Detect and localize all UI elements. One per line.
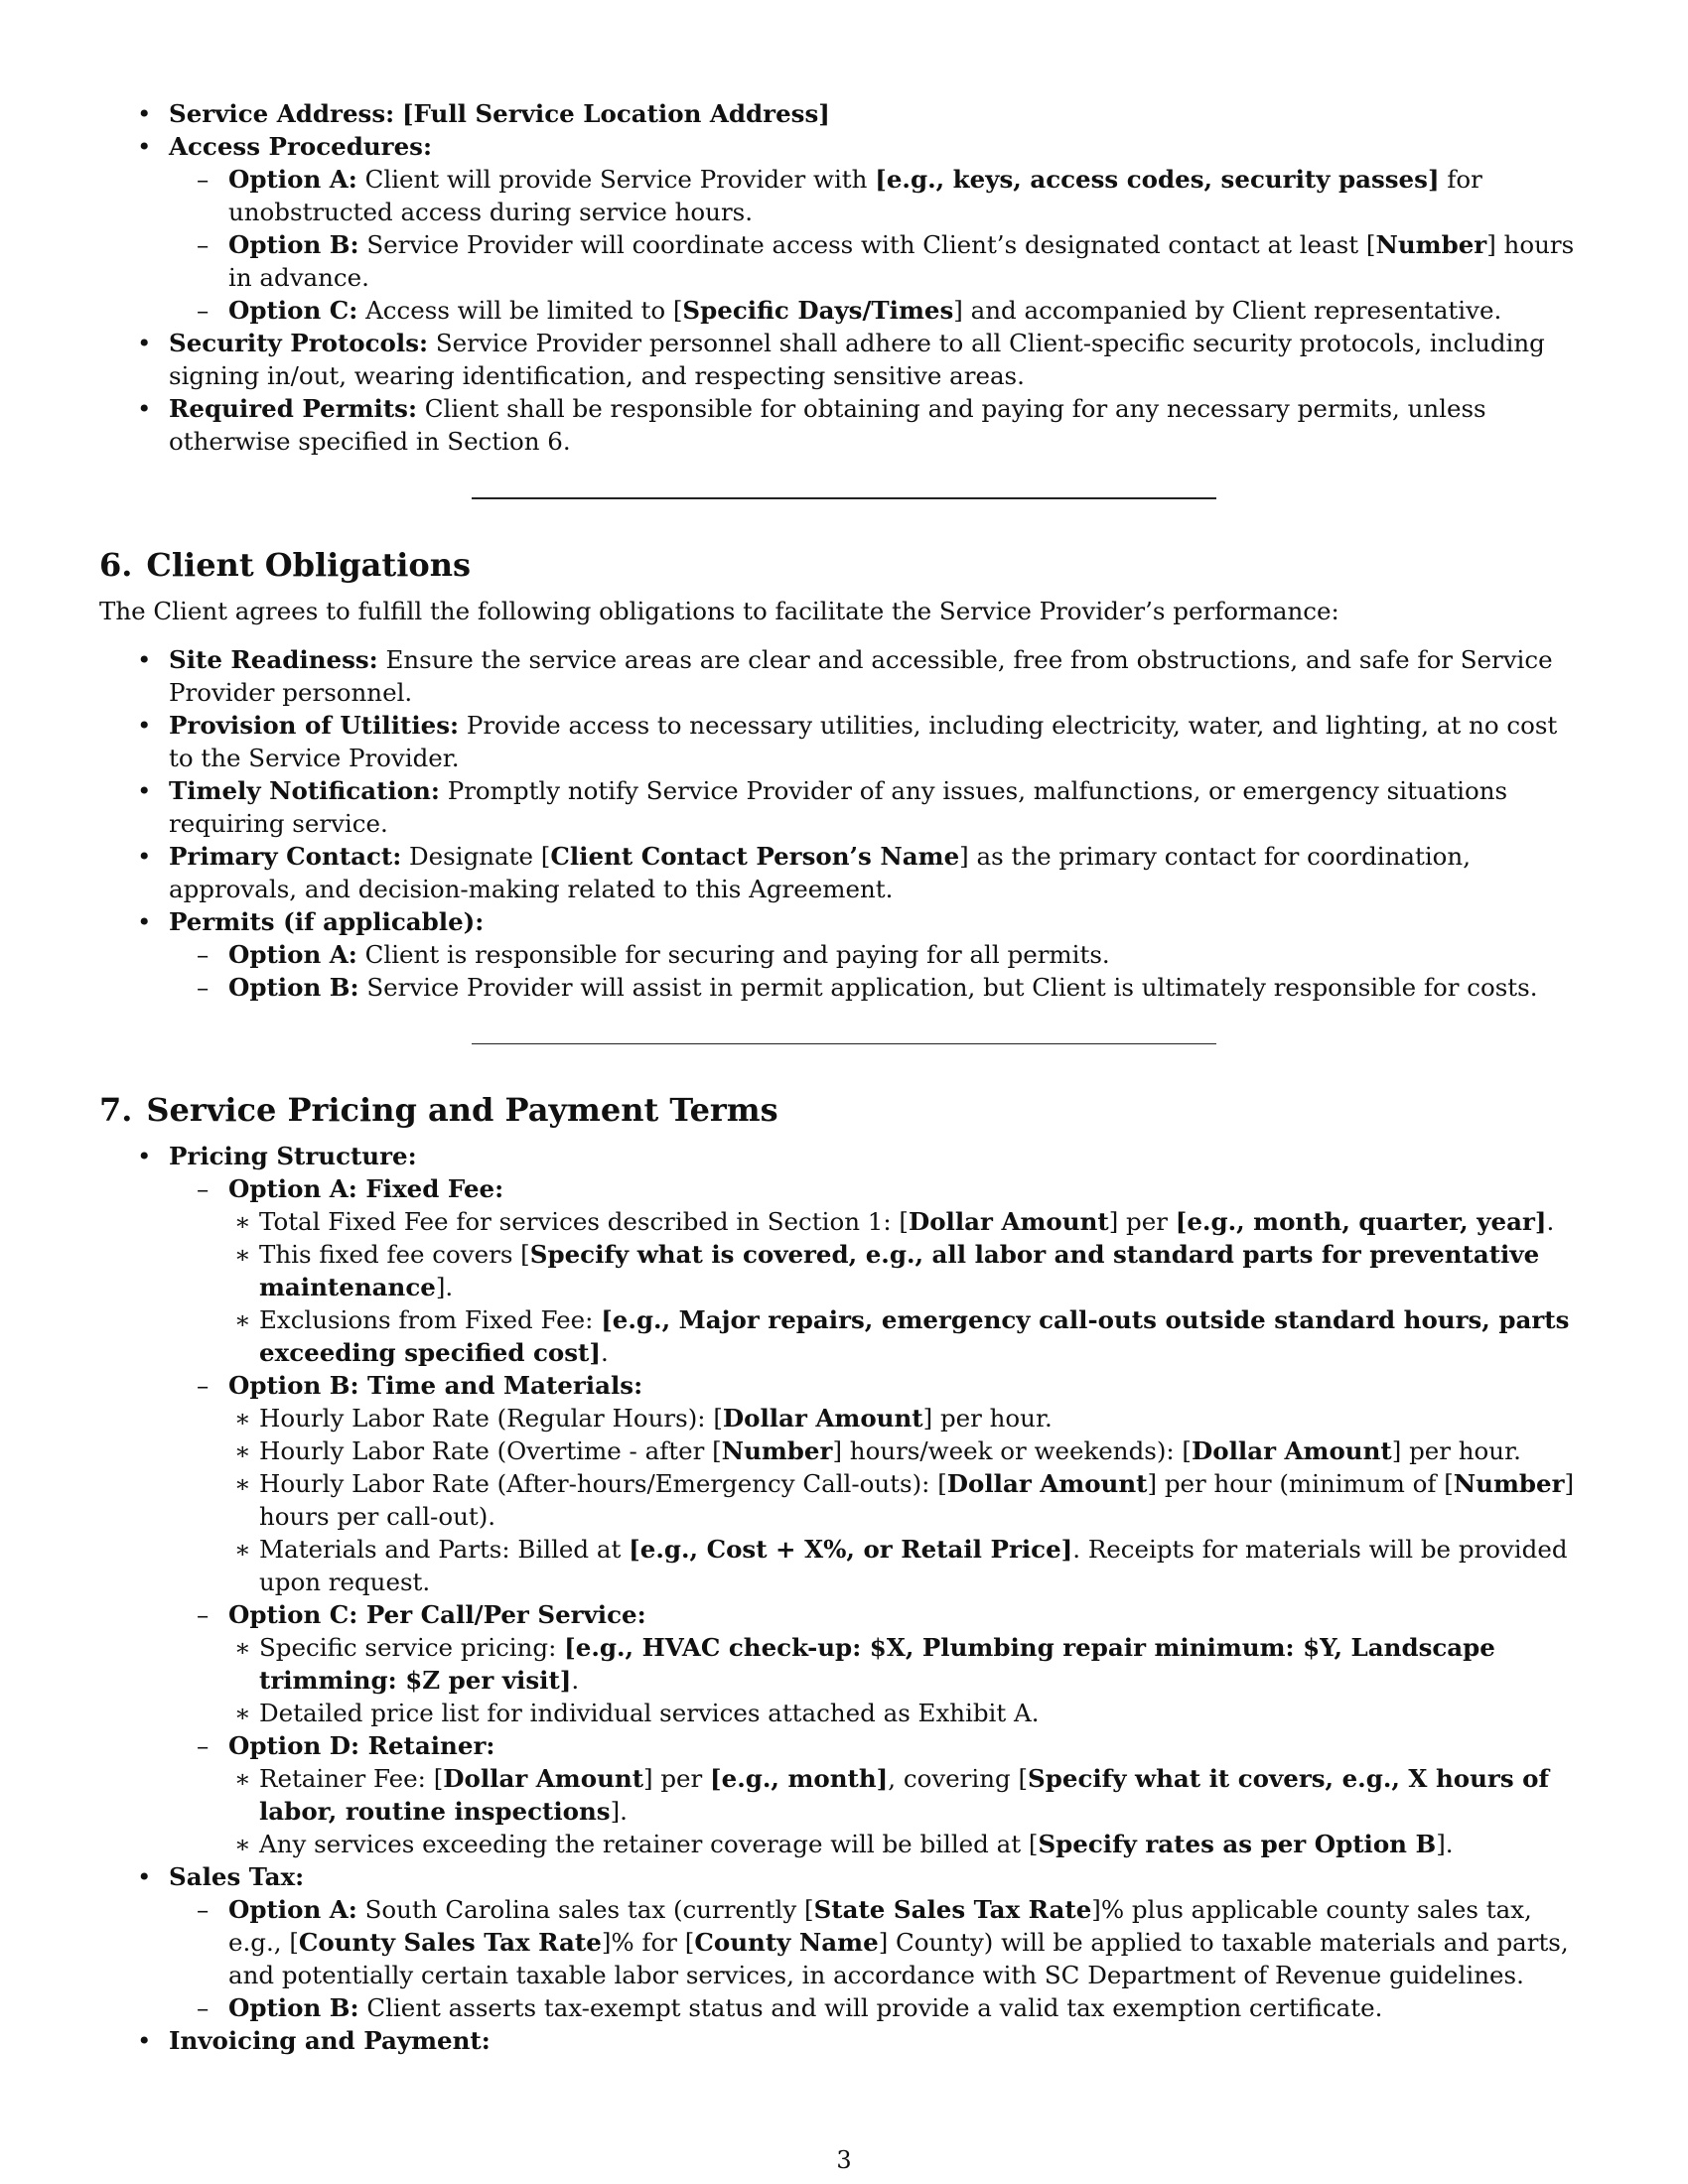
label-security-protocols: Security Protocols: (169, 329, 429, 357)
label-utilities: Provision of Utilities: (169, 711, 460, 740)
text: Service Provider will assist in permit application, but Client is ultimately responsible for costs. (358, 973, 1538, 1002)
text: Retainer Fee: [ (259, 1764, 444, 1793)
placeholder: Dollar Amount (1192, 1436, 1392, 1465)
label-service-address: Service Address: (169, 99, 395, 128)
placeholder: Specify rates as per Option B (1038, 1830, 1437, 1858)
list-item (228, 1434, 1589, 1467)
list-item (99, 1860, 1589, 2024)
text: Specific service pricing: (259, 1633, 565, 1662)
placeholder: [e.g., Major repairs, emergency call-outs outside standard hours, parts exceeding specified cost] (259, 1305, 1570, 1367)
option-label: Option D: Retainer: (228, 1731, 495, 1760)
access-options-list (169, 163, 1589, 327)
option-c-items (228, 1631, 1589, 1729)
text: Ensure the service areas are clear and accessible, free from obstructions, and safe for Service Provider personnel. (169, 645, 1553, 707)
text: ]. (610, 1797, 628, 1826)
text: Promptly notify Service Provider of any issues, malfunctions, or emergency situations requiring service. (169, 776, 1508, 838)
client-obligations-list (99, 643, 1589, 1004)
list-item (169, 1598, 1589, 1729)
permit-options-list (169, 938, 1589, 1004)
text: Client will provide Service Provider with (356, 165, 876, 194)
text: . (571, 1666, 580, 1695)
list-item (169, 1369, 1589, 1598)
list-item (228, 1238, 1589, 1303)
list-item (169, 1893, 1589, 1991)
placeholder: State Sales Tax Rate (813, 1895, 1092, 1924)
list-item (99, 97, 1589, 130)
list-item (99, 709, 1589, 774)
label-access-procedures: Access Procedures: (169, 132, 433, 161)
option-label: Option B: (228, 973, 359, 1002)
placeholder: Number (1453, 1469, 1565, 1498)
placeholder: [e.g., month] (710, 1764, 889, 1793)
placeholder: Number (721, 1436, 833, 1465)
pricing-options-list (169, 1172, 1589, 1860)
placeholder: [e.g., month, quarter, year] (1175, 1207, 1547, 1236)
list-item (99, 643, 1589, 709)
text: Materials and Parts: Billed at (259, 1535, 630, 1564)
service-address-value: [Full Service Location Address] (401, 99, 830, 128)
list-item (228, 1828, 1589, 1860)
list-item (169, 938, 1589, 971)
section-number: 7. (99, 1091, 133, 1129)
document-page (99, 97, 1589, 2057)
text: Any services exceeding the retainer coverage will be billed at [ (259, 1830, 1039, 1858)
placeholder: Dollar Amount (908, 1207, 1109, 1236)
text: Client asserts tax-exempt status and will provide a valid tax exemption certificate. (358, 1993, 1383, 2022)
list-item (228, 1533, 1589, 1598)
option-label: Option A: (228, 165, 357, 194)
text: Client shall be responsible for obtaining and paying for any necessary permits, unless otherwise specified in Section 6. (169, 394, 1486, 456)
label-invoicing: Invoicing and Payment: (169, 2026, 491, 2055)
list-item (169, 1172, 1589, 1369)
option-label: Option C: (228, 296, 358, 325)
placeholder: County Sales Tax Rate (298, 1928, 602, 1957)
text: ] County) will be applied to taxable materials and parts, and potentially certain taxable labor services, in accordance with SC Department of Revenue guidelines. (228, 1928, 1569, 1989)
text: ] per hour. (1391, 1436, 1521, 1465)
section-divider (472, 1043, 1216, 1044)
placeholder: [e.g., HVAC check-up: $X, Plumbing repair minimum: $Y, Landscape trimming: $Z per visit] (259, 1633, 1495, 1695)
text: Access will be limited to [ (357, 296, 683, 325)
text: ] per (1108, 1207, 1176, 1236)
text: This fixed fee covers [ (259, 1240, 530, 1269)
option-b-items (228, 1402, 1589, 1598)
text: Detailed price list for individual services attached as Exhibit A. (259, 1699, 1040, 1727)
placeholder: Specify what it covers, e.g., X hours of labor, routine inspections (259, 1764, 1550, 1826)
label-permits: Permits (if applicable): (169, 907, 485, 936)
text: ] per (643, 1764, 711, 1793)
option-label: Option C: Per Call/Per Service: (228, 1600, 646, 1629)
list-item (99, 2024, 1589, 2057)
option-label: Option B: (228, 1993, 359, 2022)
section-heading-7 (99, 1090, 1589, 1130)
list-item (99, 1140, 1589, 1860)
placeholder: Dollar Amount (443, 1764, 644, 1793)
list-item (99, 774, 1589, 840)
list-item (228, 1697, 1589, 1729)
text: , covering [ (888, 1764, 1029, 1793)
text: Designate [ (401, 842, 551, 871)
text: Client is responsible for securing and paying for all permits. (356, 940, 1110, 969)
text: ]% for [ (601, 1928, 695, 1957)
text: ] hours per call-out). (259, 1469, 1575, 1531)
list-item (228, 1205, 1589, 1238)
placeholder: Number (1375, 230, 1487, 259)
list-item (99, 840, 1589, 905)
list-item (228, 1631, 1589, 1697)
text: ] as the primary contact for coordination, approvals, and decision-making related to this Agreement. (169, 842, 1472, 903)
option-d-items (228, 1762, 1589, 1860)
text: Hourly Labor Rate (Overtime - after [ (259, 1436, 722, 1465)
label-required-permits: Required Permits: (169, 394, 418, 423)
option-label: Option A: (228, 1895, 357, 1924)
access-list (99, 97, 1589, 458)
list-item (228, 1467, 1589, 1533)
list-item (99, 130, 1589, 327)
placeholder: Specify what is covered, e.g., all labor and standard parts for preventative maintenance (259, 1240, 1540, 1301)
section-number: 6. (99, 546, 133, 584)
label-primary-contact: Primary Contact: (169, 842, 402, 871)
text: Hourly Labor Rate (After-hours/Emergency Call-outs): [ (259, 1469, 947, 1498)
text: Total Fixed Fee for services described in Section 1: [ (259, 1207, 909, 1236)
list-item (169, 294, 1589, 327)
page-number: 3 (836, 2146, 852, 2174)
text: ] per hour. (922, 1404, 1053, 1433)
list-item (169, 971, 1589, 1004)
list-item (228, 1402, 1589, 1434)
text: ]% plus applicable county sales tax, e.g., [ (228, 1895, 1532, 1957)
section-heading-6 (99, 545, 1589, 585)
list-item (169, 163, 1589, 228)
label-sales-tax: Sales Tax: (169, 1862, 305, 1891)
text: . (1546, 1207, 1555, 1236)
list-item (228, 1762, 1589, 1828)
option-label: Option A: (228, 940, 357, 969)
placeholder: County Name (694, 1928, 879, 1957)
text: . (600, 1338, 609, 1367)
text: ] hours/week or weekends): [ (832, 1436, 1192, 1465)
text: for unobstructed access during service hours. (228, 165, 1482, 226)
text: Hourly Labor Rate (Regular Hours): [ (259, 1404, 723, 1433)
list-item (169, 1991, 1589, 2024)
text: Service Provider personnel shall adhere to all Client-specific security protocols, including signing in/out, wearing identification, and respecting sensitive areas. (169, 329, 1545, 390)
label-site-readiness: Site Readiness: (169, 645, 378, 674)
list-item (99, 392, 1589, 458)
text: ] per hour (minimum of [ (1147, 1469, 1454, 1498)
section-divider (472, 497, 1216, 499)
placeholder: Specific Days/Times (682, 296, 954, 325)
option-a-items (228, 1205, 1589, 1369)
text: ] hours in advance. (228, 230, 1575, 292)
placeholder: [e.g., Cost + X%, or Retail Price] (629, 1535, 1073, 1564)
text: ]. (435, 1273, 454, 1301)
list-item (169, 1729, 1589, 1860)
text: South Carolina sales tax (currently [ (356, 1895, 814, 1924)
text: ]. (1436, 1830, 1454, 1858)
label-pricing-structure: Pricing Structure: (169, 1142, 417, 1170)
option-label: Option B: Time and Materials: (228, 1371, 643, 1400)
section-title: Service Pricing and Payment Terms (146, 1091, 778, 1129)
section-intro: The Client agrees to fulfill the following obligations to facilitate the Service Provider’s performance: (99, 597, 1339, 625)
placeholder: Dollar Amount (722, 1404, 923, 1433)
pricing-list (99, 1140, 1589, 2057)
text: . Receipts for materials will be provided upon request. (259, 1535, 1568, 1596)
section-title: Client Obligations (146, 546, 471, 584)
placeholder: Dollar Amount (946, 1469, 1148, 1498)
list-item (169, 228, 1589, 294)
option-label: Option B: (228, 230, 359, 259)
text: ] and accompanied by Client representative. (953, 296, 1502, 325)
option-label: Option A: Fixed Fee: (228, 1174, 504, 1203)
text: Provide access to necessary utilities, including electricity, water, and lighting, at no cost to the Service Provider. (169, 711, 1558, 772)
list-item (228, 1303, 1589, 1369)
placeholder: [e.g., keys, access codes, security passes] (875, 165, 1440, 194)
label-notification: Timely Notification: (169, 776, 440, 805)
text: Service Provider will coordinate access with Client’s designated contact at least [ (358, 230, 1376, 259)
list-item (99, 327, 1589, 392)
text: Exclusions from Fixed Fee: (259, 1305, 602, 1334)
placeholder: Client Contact Person’s Name (550, 842, 960, 871)
sales-tax-options-list (169, 1893, 1589, 2024)
list-item (99, 905, 1589, 1004)
